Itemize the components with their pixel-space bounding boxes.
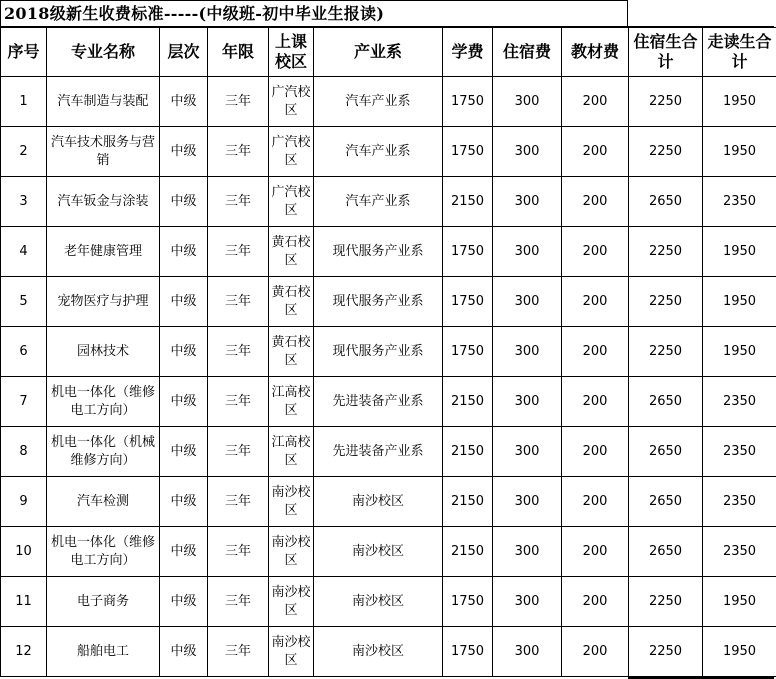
cell-resident-total: 2650 bbox=[629, 527, 703, 577]
cell-years: 三年 bbox=[208, 477, 269, 527]
cell-level: 中级 bbox=[160, 527, 208, 577]
cell-dept: 先进装备产业系 bbox=[314, 377, 443, 427]
table-row bbox=[1, 377, 776, 427]
header-level: 层次 bbox=[160, 28, 208, 77]
cell-resident-total: 2650 bbox=[629, 377, 703, 427]
cell-lodging: 300 bbox=[493, 177, 562, 227]
cell-dept: 现代服务产业系 bbox=[314, 227, 443, 277]
cell-resident-total: 2250 bbox=[629, 77, 703, 127]
cell-years: 三年 bbox=[208, 377, 269, 427]
table-row bbox=[1, 427, 776, 477]
cell-books: 200 bbox=[562, 227, 629, 277]
cell-no: 9 bbox=[1, 477, 47, 527]
cell-level: 中级 bbox=[160, 477, 208, 527]
cell-level: 中级 bbox=[160, 227, 208, 277]
cell-major: 机电一体化（维修电工方向） bbox=[47, 377, 160, 427]
cell-years: 三年 bbox=[208, 227, 269, 277]
cell-resident-total: 2250 bbox=[629, 127, 703, 177]
cell-tuition: 1750 bbox=[443, 627, 493, 677]
table-row bbox=[1, 327, 776, 377]
cell-campus: 广汽校区 bbox=[269, 77, 314, 127]
cell-major: 宠物医疗与护理 bbox=[47, 277, 160, 327]
cell-years: 三年 bbox=[208, 277, 269, 327]
cell-major: 机电一体化（机械维修方向） bbox=[47, 427, 160, 477]
cell-no: 10 bbox=[1, 527, 47, 577]
cell-books: 200 bbox=[562, 77, 629, 127]
header-day-total: 走读生合计 bbox=[703, 28, 776, 77]
cell-books: 200 bbox=[562, 577, 629, 627]
header-row bbox=[1, 28, 776, 77]
cell-tuition: 1750 bbox=[443, 577, 493, 627]
cell-years: 三年 bbox=[208, 627, 269, 677]
cell-dept: 南沙校区 bbox=[314, 577, 443, 627]
cell-day-total: 1950 bbox=[703, 127, 776, 177]
cell-books: 200 bbox=[562, 127, 629, 177]
table-row bbox=[1, 227, 776, 277]
cell-major: 园林技术 bbox=[47, 327, 160, 377]
cell-years: 三年 bbox=[208, 327, 269, 377]
cell-major: 汽车技术服务与营销 bbox=[47, 127, 160, 177]
cell-no: 4 bbox=[1, 227, 47, 277]
table-row bbox=[1, 577, 776, 627]
cell-tuition: 1750 bbox=[443, 127, 493, 177]
summary-top-border bbox=[628, 26, 774, 28]
cell-tuition: 2150 bbox=[443, 477, 493, 527]
cell-campus: 南沙校区 bbox=[269, 527, 314, 577]
cell-lodging: 300 bbox=[493, 477, 562, 527]
cell-day-total: 2350 bbox=[703, 477, 776, 527]
cell-dept: 现代服务产业系 bbox=[314, 327, 443, 377]
cell-books: 200 bbox=[562, 527, 629, 577]
cell-major: 汽车检测 bbox=[47, 477, 160, 527]
cell-level: 中级 bbox=[160, 177, 208, 227]
cell-day-total: 1950 bbox=[703, 77, 776, 127]
cell-tuition: 2150 bbox=[443, 177, 493, 227]
cell-no: 5 bbox=[1, 277, 47, 327]
cell-years: 三年 bbox=[208, 177, 269, 227]
cell-books: 200 bbox=[562, 277, 629, 327]
table-row bbox=[1, 127, 776, 177]
cell-level: 中级 bbox=[160, 327, 208, 377]
cell-lodging: 300 bbox=[493, 227, 562, 277]
cell-campus: 黄石校区 bbox=[269, 227, 314, 277]
cell-years: 三年 bbox=[208, 577, 269, 627]
cell-lodging: 300 bbox=[493, 377, 562, 427]
cell-books: 200 bbox=[562, 327, 629, 377]
cell-resident-total: 2250 bbox=[629, 327, 703, 377]
cell-years: 三年 bbox=[208, 427, 269, 477]
cell-level: 中级 bbox=[160, 577, 208, 627]
header-books: 教材费 bbox=[562, 28, 629, 77]
cell-no: 11 bbox=[1, 577, 47, 627]
cell-lodging: 300 bbox=[493, 627, 562, 677]
cell-major: 船舶电工 bbox=[47, 627, 160, 677]
table-row bbox=[1, 177, 776, 227]
table-row bbox=[1, 527, 776, 577]
cell-campus: 黄石校区 bbox=[269, 327, 314, 377]
cell-level: 中级 bbox=[160, 427, 208, 477]
fee-table bbox=[0, 27, 776, 677]
cell-books: 200 bbox=[562, 627, 629, 677]
fee-table-body bbox=[1, 77, 776, 677]
cell-level: 中级 bbox=[160, 377, 208, 427]
cell-campus: 江高校区 bbox=[269, 377, 314, 427]
header-dept: 产业系 bbox=[314, 28, 443, 77]
cell-tuition: 2150 bbox=[443, 427, 493, 477]
cell-no: 7 bbox=[1, 377, 47, 427]
cell-no: 2 bbox=[1, 127, 47, 177]
cell-lodging: 300 bbox=[493, 127, 562, 177]
cell-no: 8 bbox=[1, 427, 47, 477]
cell-campus: 广汽校区 bbox=[269, 177, 314, 227]
cell-dept: 先进装备产业系 bbox=[314, 427, 443, 477]
cell-level: 中级 bbox=[160, 277, 208, 327]
cell-day-total: 1950 bbox=[703, 277, 776, 327]
cell-dept: 南沙校区 bbox=[314, 627, 443, 677]
cell-major: 电子商务 bbox=[47, 577, 160, 627]
cell-level: 中级 bbox=[160, 627, 208, 677]
cell-lodging: 300 bbox=[493, 427, 562, 477]
cell-lodging: 300 bbox=[493, 577, 562, 627]
table-row bbox=[1, 627, 776, 677]
cell-no: 3 bbox=[1, 177, 47, 227]
cell-lodging: 300 bbox=[493, 527, 562, 577]
cell-books: 200 bbox=[562, 377, 629, 427]
cell-resident-total: 2250 bbox=[629, 277, 703, 327]
header-campus: 上课校区 bbox=[269, 28, 314, 77]
table-row bbox=[1, 277, 776, 327]
cell-lodging: 300 bbox=[493, 77, 562, 127]
cell-tuition: 1750 bbox=[443, 227, 493, 277]
cell-tuition: 2150 bbox=[443, 377, 493, 427]
cell-resident-total: 2650 bbox=[629, 427, 703, 477]
cell-lodging: 300 bbox=[493, 277, 562, 327]
cell-lodging: 300 bbox=[493, 327, 562, 377]
cell-campus: 江高校区 bbox=[269, 427, 314, 477]
cell-level: 中级 bbox=[160, 127, 208, 177]
cell-dept: 汽车产业系 bbox=[314, 77, 443, 127]
sheet-title: 2018级新生收费标准-----(中级班-初中毕业生报读) bbox=[0, 0, 628, 27]
cell-dept: 现代服务产业系 bbox=[314, 277, 443, 327]
cell-level: 中级 bbox=[160, 77, 208, 127]
cell-day-total: 2350 bbox=[703, 377, 776, 427]
cell-no: 12 bbox=[1, 627, 47, 677]
cell-campus: 南沙校区 bbox=[269, 627, 314, 677]
table-row bbox=[1, 477, 776, 527]
cell-major: 老年健康管理 bbox=[47, 227, 160, 277]
cell-day-total: 2350 bbox=[703, 527, 776, 577]
table-row bbox=[1, 77, 776, 127]
cell-tuition: 1750 bbox=[443, 277, 493, 327]
cell-resident-total: 2250 bbox=[629, 577, 703, 627]
header-tuition: 学费 bbox=[443, 28, 493, 77]
header-major: 专业名称 bbox=[47, 28, 160, 77]
cell-dept: 南沙校区 bbox=[314, 477, 443, 527]
cell-dept: 汽车产业系 bbox=[314, 177, 443, 227]
cell-day-total: 1950 bbox=[703, 227, 776, 277]
cell-resident-total: 2250 bbox=[629, 227, 703, 277]
cell-campus: 黄石校区 bbox=[269, 277, 314, 327]
header-resident-total: 住宿生合计 bbox=[629, 28, 703, 77]
cell-years: 三年 bbox=[208, 127, 269, 177]
cell-day-total: 2350 bbox=[703, 177, 776, 227]
cell-day-total: 1950 bbox=[703, 327, 776, 377]
cell-day-total: 1950 bbox=[703, 577, 776, 627]
header-no: 序号 bbox=[1, 28, 47, 77]
cell-resident-total: 2650 bbox=[629, 177, 703, 227]
cell-major: 汽车制造与装配 bbox=[47, 77, 160, 127]
cell-books: 200 bbox=[562, 177, 629, 227]
cell-no: 6 bbox=[1, 327, 47, 377]
cell-dept: 南沙校区 bbox=[314, 527, 443, 577]
cell-no: 1 bbox=[1, 77, 47, 127]
cell-years: 三年 bbox=[208, 527, 269, 577]
cell-books: 200 bbox=[562, 477, 629, 527]
cell-resident-total: 2650 bbox=[629, 477, 703, 527]
cell-campus: 南沙校区 bbox=[269, 577, 314, 627]
cell-day-total: 2350 bbox=[703, 427, 776, 477]
header-lodging: 住宿费 bbox=[493, 28, 562, 77]
cell-years: 三年 bbox=[208, 77, 269, 127]
cell-tuition: 1750 bbox=[443, 327, 493, 377]
header-years: 年限 bbox=[208, 28, 269, 77]
cell-major: 汽车钣金与涂装 bbox=[47, 177, 160, 227]
cell-campus: 南沙校区 bbox=[269, 477, 314, 527]
cell-tuition: 1750 bbox=[443, 77, 493, 127]
cell-day-total: 1950 bbox=[703, 627, 776, 677]
cell-dept: 汽车产业系 bbox=[314, 127, 443, 177]
cell-campus: 广汽校区 bbox=[269, 127, 314, 177]
cell-resident-total: 2250 bbox=[629, 627, 703, 677]
cell-major: 机电一体化（维修电工方向） bbox=[47, 527, 160, 577]
cell-books: 200 bbox=[562, 427, 629, 477]
cell-tuition: 2150 bbox=[443, 527, 493, 577]
